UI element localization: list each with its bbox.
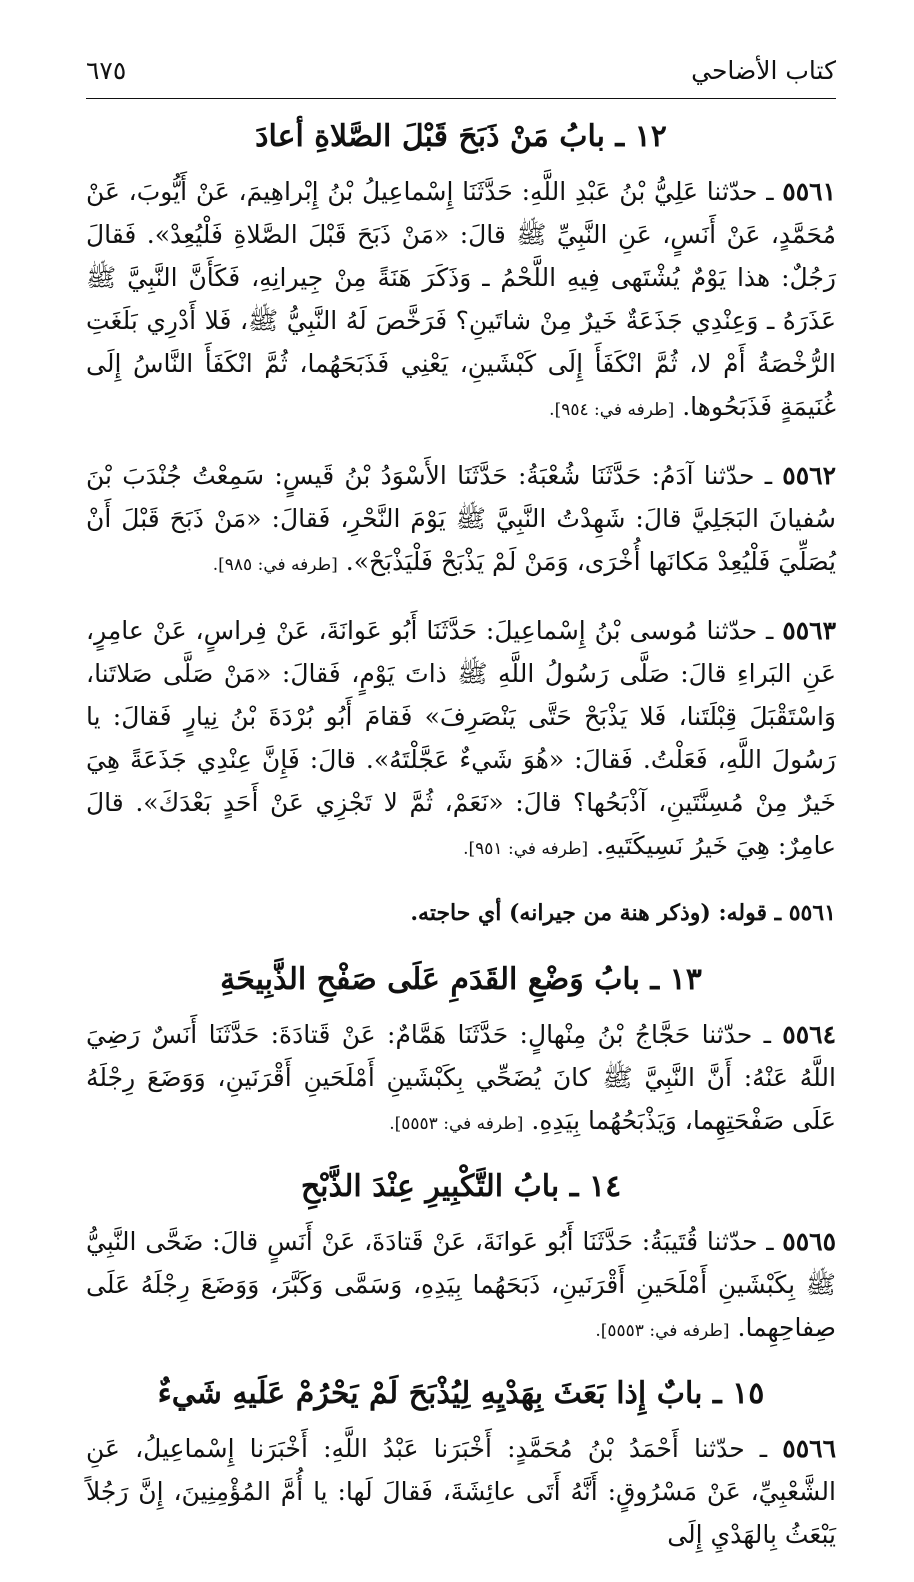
chapter-heading: ١٣ ـ بابُ وَضْعِ القَدَمِ عَلَى صَفْحِ الذَّبِيحَةِ: [220, 962, 702, 997]
cross-reference: [طرفه في: ٥٥٥٣].: [595, 1321, 730, 1341]
hadith-text: ـ حدّثنا آدَمُ: حَدَّثَنَا شُعْبَةُ: حَدَّثَنَا الأَسْوَدُ بْنُ قَيسٍ: سَمِعْتُ جُنْدَبَ بْنَ سُفيانَ البَجَلِيَّ قالَ: شَهِدْتُ النَّبِيَّ ﷺ يَوْمَ النَّحْرِ، فَقالَ: «مَنْ ذَبَحَ قَبْلَ أَنْ يُصَلِّيَ فَلْيُعِدْ مَكانَها أُخْرَى، وَمَنْ لَمْ يَذْبَحْ فَلْيَذْبَحْ».: [86, 461, 836, 576]
cross-reference: [طرفه في: ٩٥٤].: [549, 400, 675, 420]
book-title: كتاب الأضاحي: [691, 56, 836, 85]
commentary-note: ٥٥٦١ ـ قوله: (وذكر هنة من جيرانه) أي حاجته.: [410, 900, 836, 926]
hadith-number: ٥٥٦٦: [782, 1434, 836, 1463]
hadith-paragraph: [86, 1427, 836, 1560]
hadith-text: ـ حدّثنا أَحْمَدُ بْنُ مُحَمَّدٍ: أَخْبَرَنا عَبْدُ اللَّهِ: أَخْبَرَنا إِسْماعِيلُ، عَنِ الشَّعْبِيِّ، عَنْ مَسْرُوقٍ: أَنَّهُ أَتَى عائِشَةَ، فَقالَ لَها: يا أُمَّ المُؤْمِنِينَ، إِنَّ رَجُلاً يَبْعَثُ بِالهَدْيِ إِلَى: [86, 1434, 836, 1549]
chapter-heading: ١٤ ـ بابُ التَّكْبِيرِ عِنْدَ الذَّبْحِ: [300, 1169, 622, 1204]
cross-reference: [طرفه في: ٩٥١].: [463, 839, 589, 859]
header-divider: [86, 98, 836, 99]
hadith-paragraph: [86, 1220, 836, 1353]
hadith-number: ٥٥٦٢: [782, 461, 836, 490]
hadith-number: ٥٥٦١: [782, 177, 836, 206]
hadith-text: ـ حدّثنا قُتَيبَةُ: حَدَّثَنَا أَبُو عَوانَةَ، عَنْ قَتادَةَ، عَنْ أَنَسٍ قالَ: ضَحَّى النَّبِيُّ ﷺ بِكَبْشَينِ أَمْلَحَينِ أَقْرَنَينِ، ذَبَحَهُما بِيَدِهِ، وَسَمَّى وَكَبَّرَ، وَوَضَعَ رِجْلَهُ عَلَى صِفاحِهِما.: [86, 1227, 836, 1342]
hadith-number: ٥٥٦٣: [782, 616, 836, 645]
hadith-paragraph: [86, 170, 836, 432]
chapter-heading: ١٢ ـ بابُ مَنْ ذَبَحَ قَبْلَ الصَّلاةِ أعادَ: [255, 119, 667, 154]
hadith-text: ـ حدّثنا عَلِيُّ بْنُ عَبْدِ اللَّهِ: حَدَّثَنَا إِسْماعِيلُ بْنُ إِبْراهِيمَ، عَنْ أَيُّوبَ، عَنْ مُحَمَّدٍ، عَنْ أَنَسٍ، عَنِ النَّبِيِّ ﷺ قالَ: «مَنْ ذَبَحَ قَبْلَ الصَّلاةِ فَلْيُعِدْ». فَقالَ رَجُلٌ: هذا يَوْمٌ يُشْتَهى فِيهِ اللَّحْمُ ـ وَذَكَرَ هَنَةً مِنْ جِيرانِهِ، فَكَأَنَّ النَّبِيَّ ﷺ عَذَرَهُ ـ وَعِنْدِي جَذَعَةٌ خَيرٌ مِنْ شاتَينِ؟ فَرَخَّصَ لَهُ النَّبِيُّ ﷺ، فَلا أَدْرِي بَلَغَتِ الرُّخْصَةُ أَمْ لا، ثُمَّ انْكَفَأَ إِلَى كَبْشَينِ، يَعْنِي فَذَبَحَهُما، ثُمَّ انْكَفَأَ النَّاسُ إِلَى غُنَيمَةٍ فَذَبَحُوها.: [86, 177, 837, 421]
hadith-text: ـ حدّثنا مُوسى بْنُ إِسْماعِيلَ: حَدَّثَنَا أَبُو عَوانَةَ، عَنْ فِراسٍ، عَنْ عامِرٍ، عَنِ البَراءِ قالَ: صَلَّى رَسُولُ اللَّهِ ﷺ ذاتَ يَوْمٍ، فَقالَ: «مَنْ صَلَّى صَلاتَنا، وَاسْتَقْبَلَ قِبْلَتَنا، فَلا يَذْبَحْ حَتَّى يَنْصَرِفَ» فَقامَ أَبُو بُرْدَةَ بْنُ نِيارٍ فَقالَ: يا رَسُولَ اللَّهِ، فَعَلْتُ. فَقالَ: «هُوَ شَيءٌ عَجَّلْتَهُ». قالَ: فَإِنَّ عِنْدِي جَذَعَةً هِيَ خَيرٌ مِنْ مُسِنَّتَينِ، آذْبَحُها؟ قالَ: «نَعَمْ، ثُمَّ لا تَجْزِي عَنْ أَحَدٍ بَعْدَكَ». قالَ عامِرٌ: هِيَ خَيرُ نَسِيكَتَيهِ.: [86, 616, 836, 860]
hadith-number: ٥٥٦٤: [782, 1020, 836, 1049]
page-number: ٦٧٥: [86, 56, 127, 85]
hadith-number: ٥٥٦٥: [782, 1227, 836, 1256]
cross-reference: [طرفه في: ٥٥٥٣].: [389, 1114, 524, 1134]
hadith-paragraph: [86, 609, 836, 871]
hadith-text: ـ حدّثنا حَجَّاجُ بْنُ مِنْهالٍ: حَدَّثَنَا هَمَّامٌ: عَنْ قَتادَةَ: حَدَّثَنَا أَنَسٌ رَضِيَ اللَّهُ عَنْهُ: أَنَّ النَّبِيَّ ﷺ كانَ يُضَحِّي بِكَبْشَينِ أَمْلَحَينِ أَقْرَنَينِ، وَوَضَعَ رِجْلَهُ عَلَى صَفْحَتِهِما، وَيَذْبَحُهُما بِيَدِهِ.: [86, 1020, 836, 1135]
running-header: [86, 58, 836, 83]
hadith-paragraph: [86, 454, 836, 587]
chapter-heading: ١٥ ـ بابٌ إِذا بَعَثَ بِهَدْيِهِ لِيُذْبَحَ لَمْ يَحْرُمْ عَلَيهِ شَيءٌ: [157, 1376, 765, 1411]
hadith-paragraph: [86, 1013, 836, 1146]
page-content: [86, 112, 836, 1582]
cross-reference: [طرفه في: ٩٨٥].: [212, 555, 338, 575]
